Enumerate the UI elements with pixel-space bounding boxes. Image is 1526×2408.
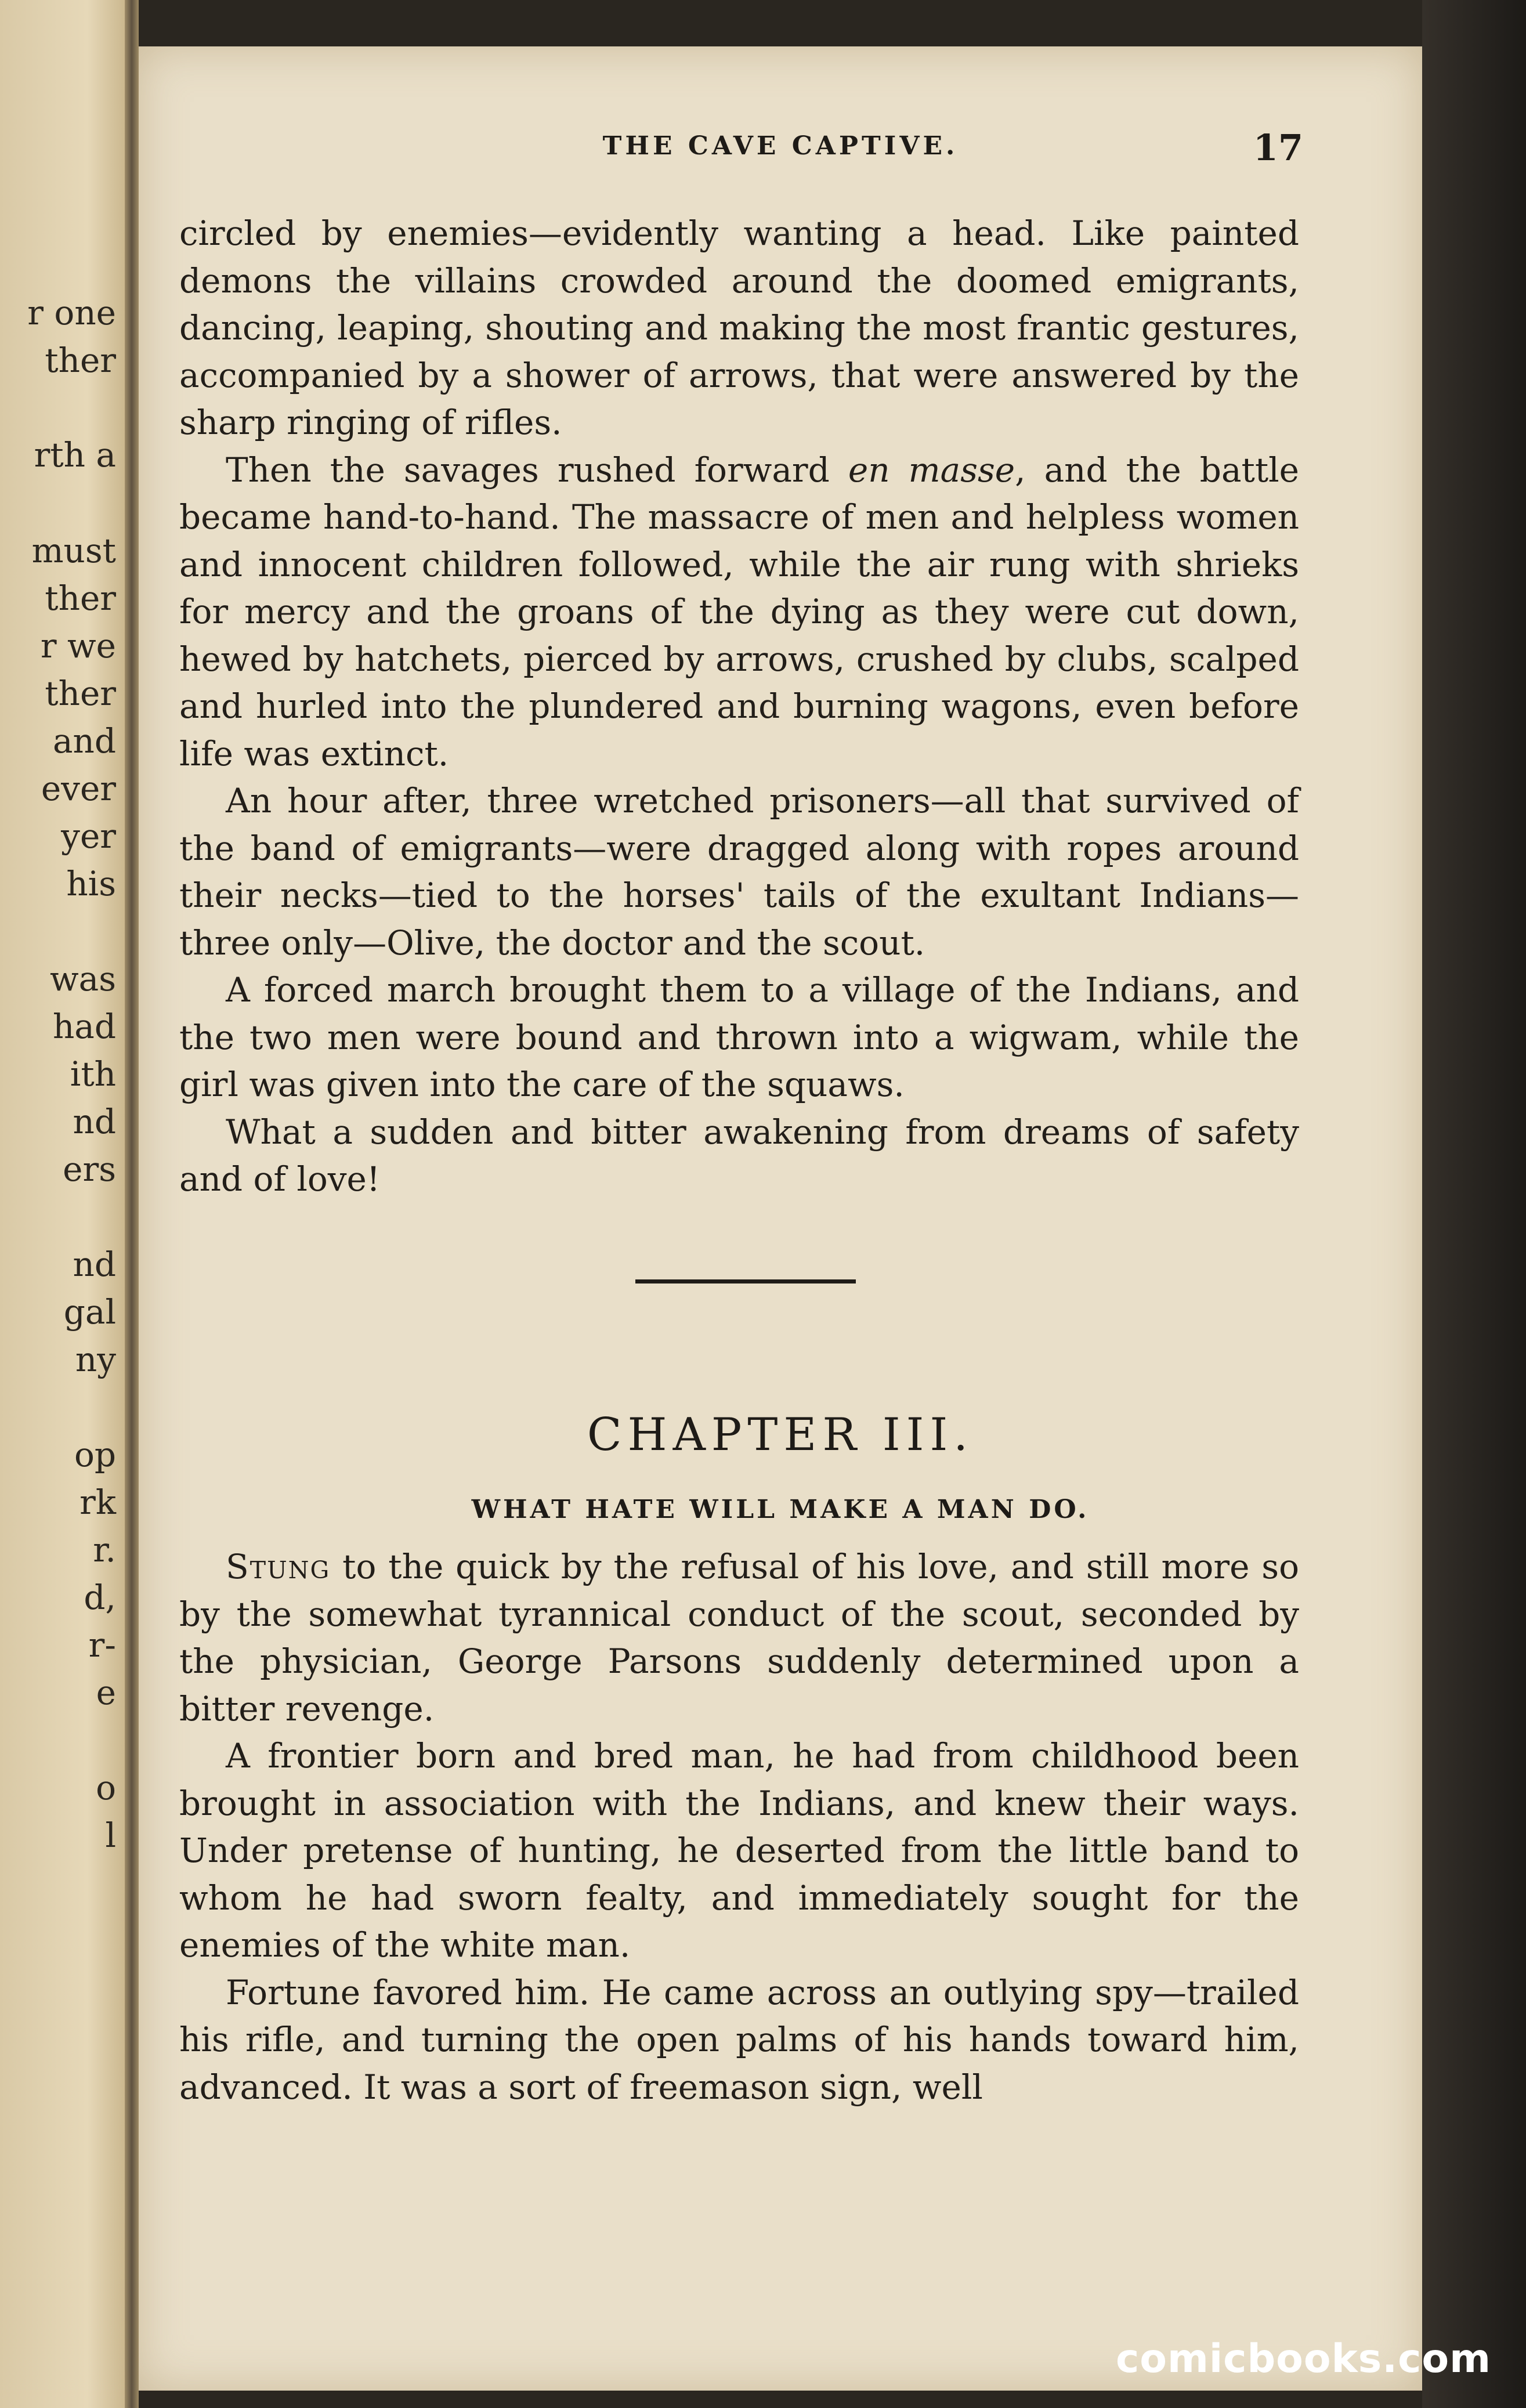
left-fragment: l bbox=[105, 1816, 116, 1855]
italic-phrase: en masse bbox=[848, 450, 1015, 490]
paragraph: circled by enemies—evidently wanting a head. Like painted demons the villains crowded around the doomed emigrants, dancing, leaping, shouting and making the most frantic gestures, accompanied by a shower of arrows, that were answered by the sharp ringing of rifles. bbox=[179, 214, 1299, 442]
left-page-edge bbox=[0, 0, 125, 2408]
section-divider bbox=[635, 1279, 856, 1283]
paragraph bbox=[179, 1543, 1299, 1733]
left-fragment: ith bbox=[70, 1054, 116, 1094]
running-title: THE CAVE CAPTIVE. bbox=[602, 131, 959, 161]
body-text bbox=[179, 210, 1299, 1203]
paragraph-text: Then the savages rushed forward bbox=[226, 450, 848, 490]
left-fragment: ny bbox=[75, 1340, 116, 1379]
left-fragment: yer bbox=[61, 816, 116, 856]
left-fragment: his bbox=[66, 864, 116, 903]
left-fragment: ers bbox=[63, 1149, 116, 1189]
paragraph-text: , and the battle became hand-to-hand. The massacre of men and helpless women and innocent children followed, while the air rung with shrieks for mercy and the groans of the dying as they were cut down, hewed by hatchets, pierced by arrows, crushed by clubs, scalped and hurled into the plundered and burning wagons, even before life was extinct. bbox=[179, 450, 1300, 773]
left-fragment: gal bbox=[63, 1292, 116, 1332]
chapter-title: CHAPTER III. bbox=[587, 1409, 974, 1461]
chapter-text bbox=[179, 1543, 1299, 2111]
left-fragment: rth a bbox=[34, 435, 116, 475]
left-fragment: r one bbox=[27, 293, 116, 332]
left-fragment: nd bbox=[73, 1245, 116, 1284]
left-fragment: was bbox=[50, 959, 116, 999]
watermark: comicbooks.com bbox=[1115, 2336, 1491, 2382]
left-fragment: d, bbox=[84, 1578, 116, 1617]
paragraph: A frontier born and bred man, he had from childhood been brought in association with the Indians, and knew their ways. Under pretense of hunting, he deserted from the little band to whom he had sworn fealty, and immediately sought for the enemies of the white man. bbox=[179, 1736, 1299, 1965]
left-fragment: must bbox=[31, 531, 116, 570]
paragraph: Fortune favored him. He came across an outlying spy—trailed his rifle, and turning the open palms of his hands toward him, advanced. It was a sort of freemason sign, well bbox=[179, 1972, 1299, 2107]
left-fragment: op bbox=[74, 1435, 116, 1474]
paragraph: A forced march brought them to a village of the Indians, and the two men were bound and thrown into a wigwam, while the girl was given into the care of the squaws. bbox=[179, 970, 1299, 1104]
left-fragment: r- bbox=[88, 1625, 116, 1665]
left-fragment: rk bbox=[79, 1483, 116, 1522]
page-edge-shadow bbox=[1422, 0, 1526, 2408]
paragraph bbox=[179, 447, 1299, 778]
left-fragment: r. bbox=[93, 1530, 116, 1570]
left-fragment: ther bbox=[45, 674, 116, 713]
paragraph: An hour after, three wretched prisoners—all that survived of the band of emigrants—were dragged along with ropes around their necks—tied to the horses' tails of the exultant Indians—three only—Olive, the doctor and the scout. bbox=[179, 781, 1299, 963]
book-gutter bbox=[125, 0, 139, 2408]
left-fragment: ther bbox=[45, 579, 116, 618]
left-fragment: and bbox=[52, 721, 116, 761]
paragraph: What a sudden and bitter awakening from dreams of safety and of love! bbox=[179, 1112, 1299, 1199]
left-fragment: had bbox=[52, 1007, 116, 1046]
chapter-subtitle: WHAT HATE WILL MAKE A MAN DO. bbox=[471, 1495, 1090, 1524]
page-header bbox=[139, 126, 1422, 173]
page-number: 17 bbox=[1253, 126, 1303, 169]
paragraph-text: to the quick by the refusal of his love, and still more so by the somewhat tyrannical conduct of the scout, seconded by the physician, George Parsons suddenly determined upon a bitter revenge. bbox=[179, 1547, 1299, 1729]
drop-word: Stung bbox=[226, 1547, 331, 1586]
left-fragment: o bbox=[96, 1768, 116, 1807]
left-fragment: e bbox=[96, 1673, 116, 1712]
left-fragment: r we bbox=[40, 626, 116, 666]
left-fragment: ther bbox=[45, 341, 116, 380]
left-fragment: ever bbox=[41, 769, 116, 808]
left-fragment: nd bbox=[73, 1102, 116, 1141]
